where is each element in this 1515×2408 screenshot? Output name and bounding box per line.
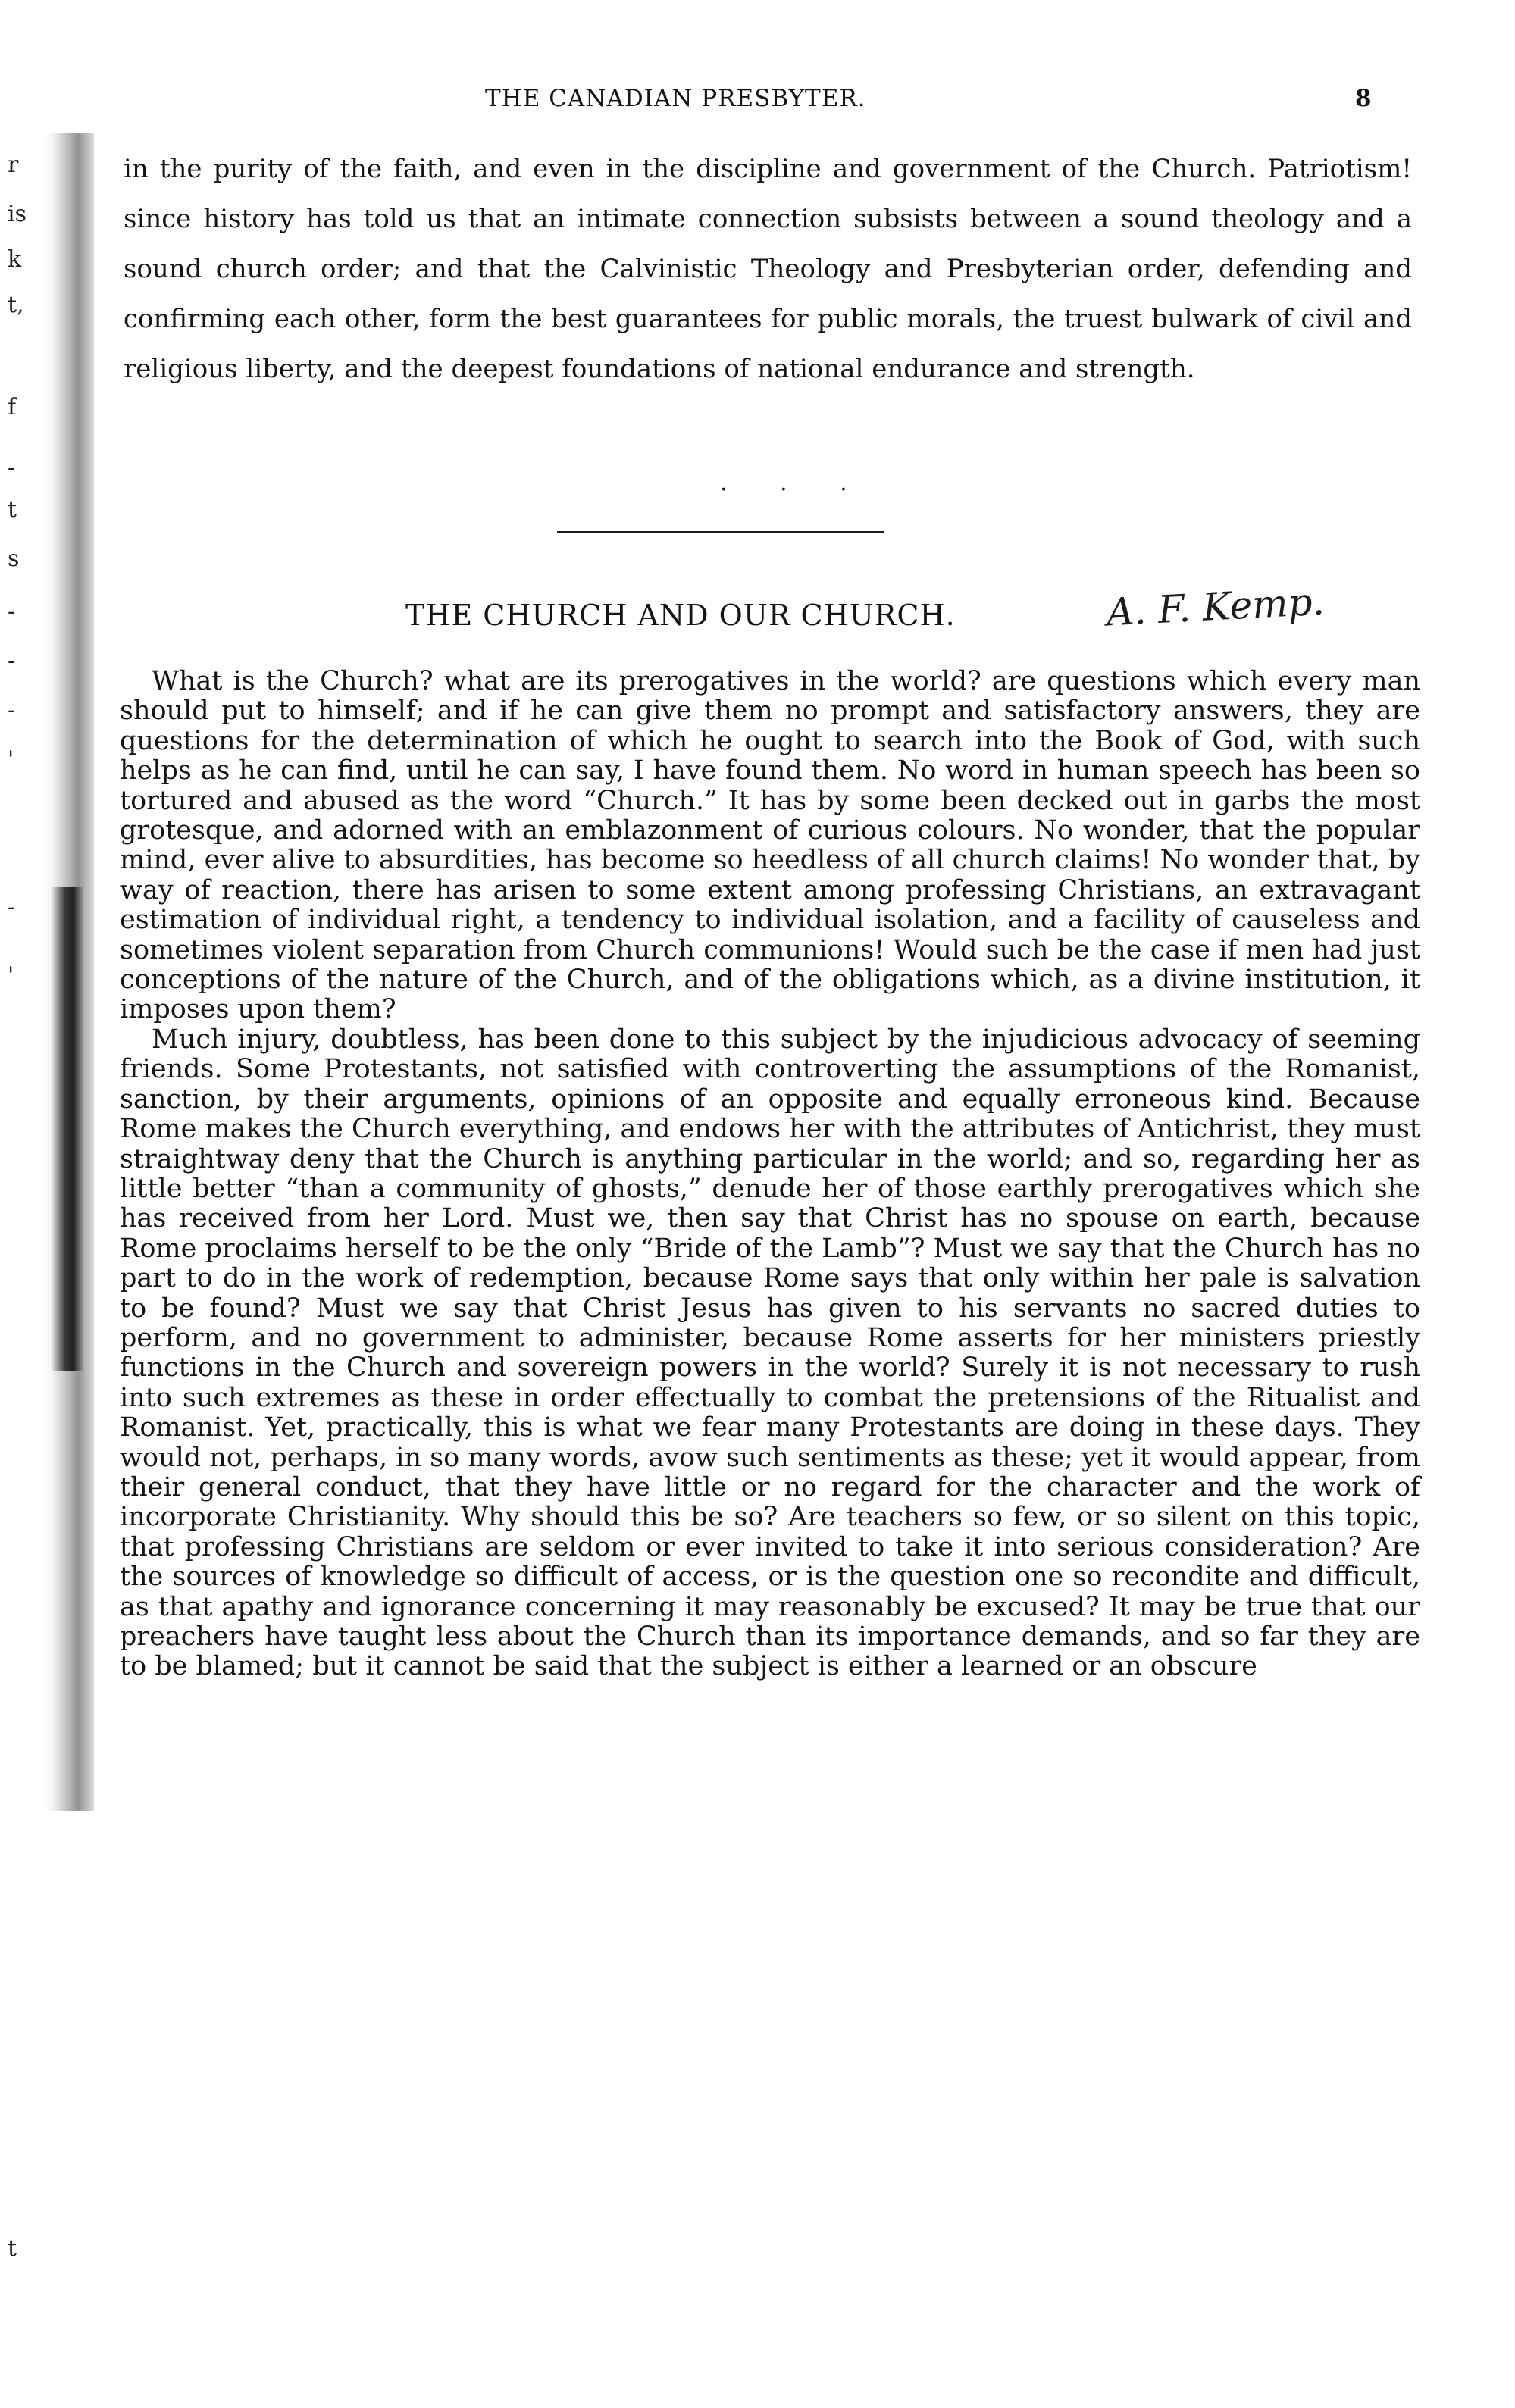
margin-fragment: t: [8, 2235, 17, 2262]
margin-fragment: t,: [8, 292, 24, 318]
paragraph: in the purity of the faith, and even in the discipline and government of the Church. Patriotism! since history has told us that an intimate connection subsists between a sound theology and a sound church order; and that the Calvinistic Theology and Presbyterian order, defending and confirming each other, form the best guarantees for public morals, the truest bulwark of civil and religious liberty, and the deepest foundations of national endurance and strength.: [124, 154, 1412, 384]
margin-fragment: ': [8, 962, 14, 989]
article-body: [120, 667, 1420, 1682]
journal-title: THE CANADIAN PRESBYTER.: [485, 85, 866, 112]
margin-fragment: -: [8, 648, 16, 674]
binding-gutter-dark-band: [50, 887, 83, 1371]
margin-fragment: -: [8, 599, 16, 625]
section-divider-rule: [557, 531, 884, 533]
margin-fragment: k: [8, 246, 22, 273]
paragraph: Much injury, doubtless, has been done to this subject by the injudicious advocacy of seeming friends. Some Protestants, not satisfied with controverting the assumptions of the Romanist, sanction, by their arguments, opinions of an opposite and equally erroneous kind. Because Rome makes the Church everything, and endows her with the attributes of Antichrist, they must straightway deny that the Church is anything particular in the world; and so, regarding her as little better “than a community of ghosts,” denude her of those earthly prerogatives which she has received from her Lord. Must we, then say that Christ has no spouse on earth, because Rome proclaims herself to be the only “Bride of the Lamb”? Must we say that the Church has no part to do in the work of redemption, because Rome says that only within her pale is salvation to be found? Must we say that Christ Jesus has given to his servants no sacred duties to perform, and no government to administer, because Rome asserts for her ministers priestly functions in the Church and sovereign powers in the world? Surely it is not necessary to rush into such extremes as these in order effectually to combat the pretensions of the Ritualist and Romanist. Yet, practically, this is what we fear many Protestants are doing in these days. They would not, perhaps, in so many words, avow such sentiments as these; yet it would appear, from their general conduct, that they have little or no regard for the character and the work of incorporate Christianity. Why should this be so? Are teachers so few, or so silent on this topic, that professing Christians are seldom or ever invited to take it into serious consideration? Are the sources of knowledge so difficult of access, or is the question one so recondite and difficult, as that apathy and ignorance concerning it may reasonably be excused? It may be true that our preachers have taught less about the Church than its importance demands, and so far they are to be blamed; but it cannot be said that the subject is either a learned or an obscure: [120, 1024, 1420, 1682]
margin-fragment: f: [8, 394, 17, 421]
margin-fragment: -: [8, 455, 16, 481]
margin-fragment: s: [8, 546, 20, 572]
margin-fragment: -: [8, 697, 16, 724]
handwritten-signature: A. F. Kemp.: [1105, 579, 1326, 635]
margin-fragment: -: [8, 894, 16, 921]
margin-fragment: r: [8, 152, 19, 178]
margin-fragment: ': [8, 746, 14, 773]
margin-fragment: t: [8, 496, 17, 523]
paragraph: What is the Church? what are its prerogatives in the world? are questions which every man should put to himself; and if he can give them no prompt and satisfactory answers, they are questions for the determination of which he ought to search into the Book of God, with such helps as he can find, until he can say, I have found them. No word in human speech has been so tortured and abused as the word “Church.” It has by some been decked out in garbs the most grotesque, and adorned with an emblazonment of curious colours. No wonder, that the popular mind, ever alive to absurdities, has become so heedless of all church claims! No wonder that, by way of reaction, there has arisen to some extent among professing Christians, an extravagant estimation of individual right, a tendency to individual isolation, and a facility of causeless and sometimes violent separation from Church communions! Would such be the case if men had just conceptions of the nature of the Church, and of the obligations which, as a divine institution, it imposes upon them?: [120, 666, 1420, 1025]
section-heading: THE CHURCH AND OUR CHURCH.: [405, 599, 956, 632]
page-number: 8: [1355, 85, 1373, 112]
printer-marks: . . .: [720, 470, 870, 496]
intro-paragraph: [124, 144, 1412, 394]
margin-fragments: [0, 0, 45, 2408]
margin-fragment: is: [8, 201, 27, 227]
